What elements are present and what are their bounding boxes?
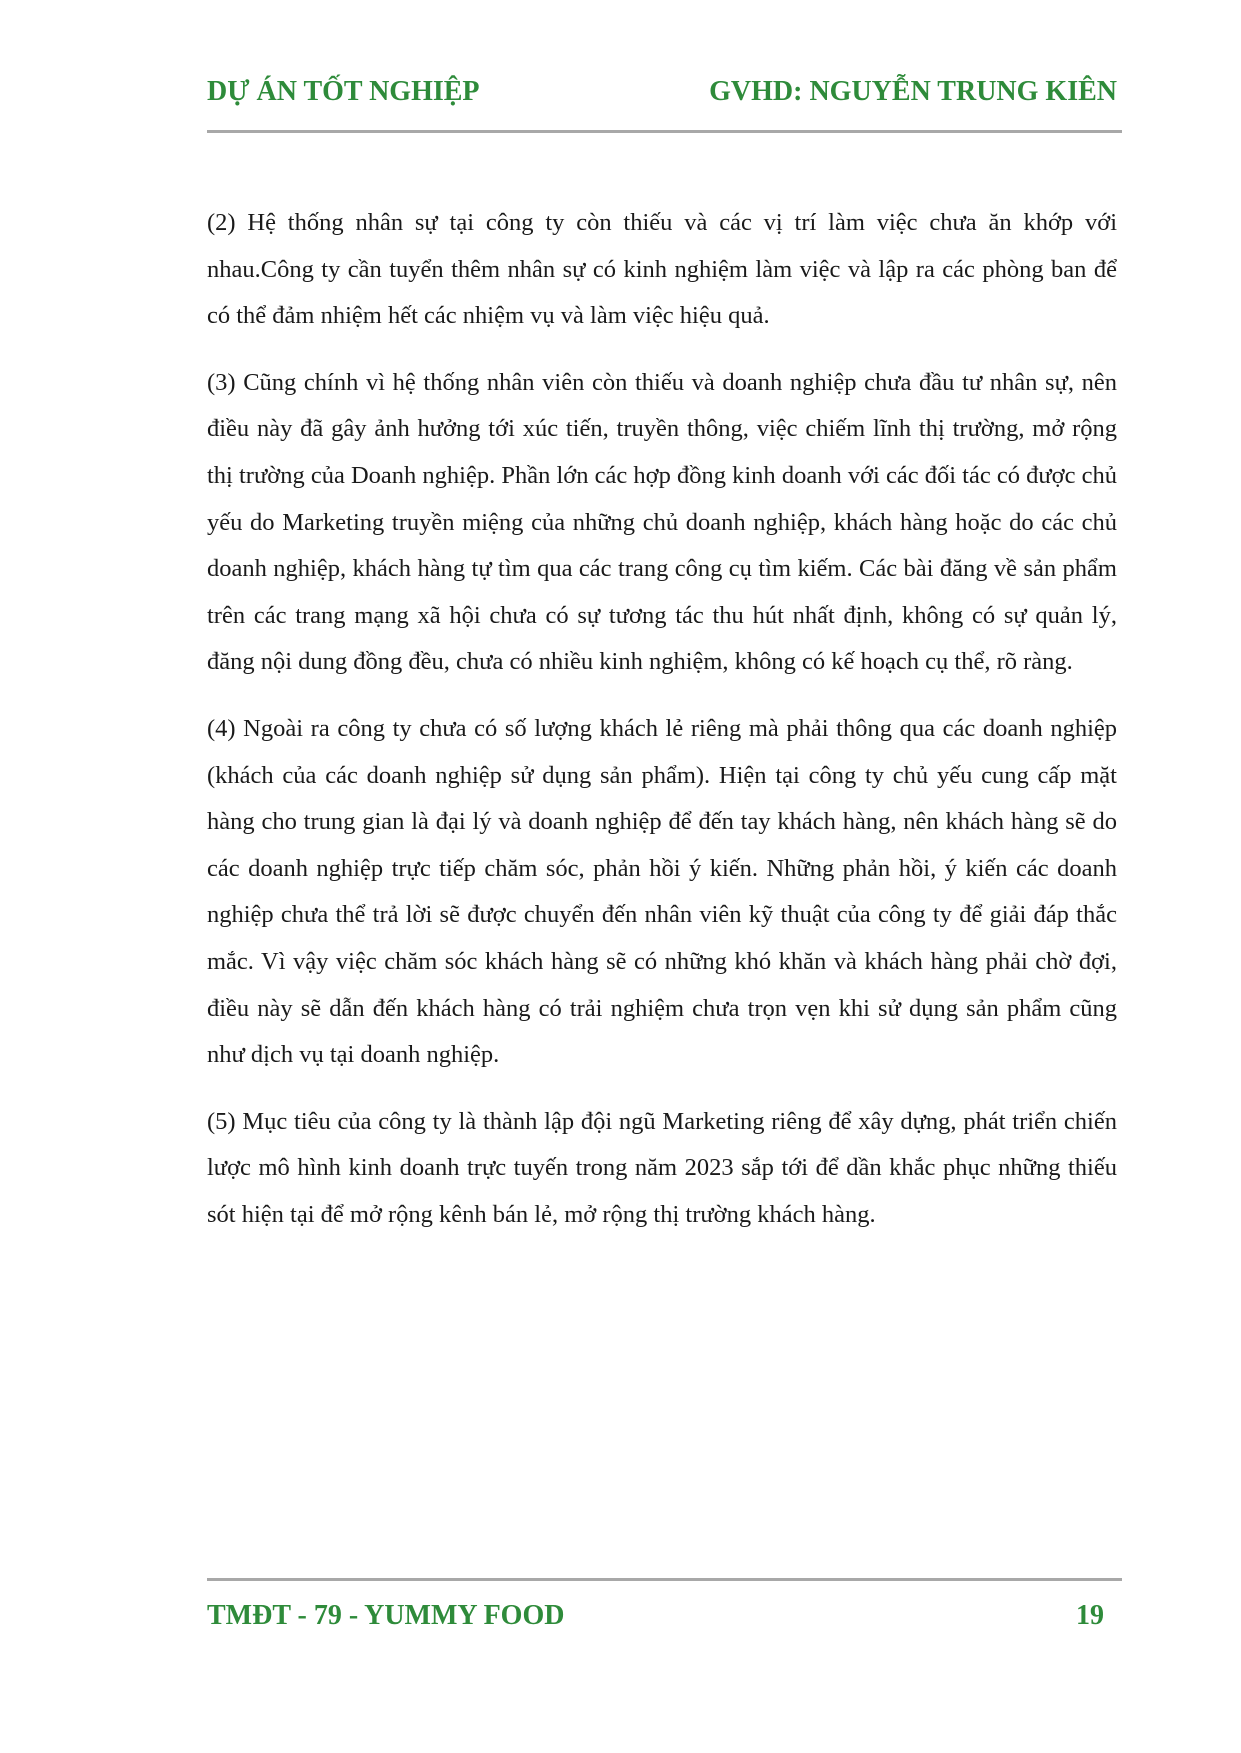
paragraph-4: (4) Ngoài ra công ty chưa có số lượng khách lẻ riêng mà phải thông qua các doanh nghiệp (khách của các doanh nghiệp sử dụng sản phẩm). Hiện tại công ty chủ yếu cung cấp mặt hàng cho trung gian là đại lý và doanh nghiệp để đến tay khách hàng, nên khách hàng sẽ do các doanh nghiệp trực tiếp chăm sóc, phản hồi ý kiến. Những phản hồi, ý kiến các doanh nghiệp chưa thể trả lời sẽ được chuyển đến nhân viên kỹ thuật của công ty để giải đáp thắc mắc. Vì vậy việc chăm sóc khách hàng sẽ có những khó khăn và khách hàng phải chờ đợi, điều này sẽ dẫn đến khách hàng có trải nghiệm chưa trọn vẹn khi sử dụng sản phẩm cũng như dịch vụ tại doanh nghiệp. xyxy=(207,714,1117,1069)
footer-project-name: TMĐT - 79 - YUMMY FOOD xyxy=(207,1600,565,1631)
paragraph-3: (3) Cũng chính vì hệ thống nhân viên còn thiếu và doanh nghiệp chưa đầu tư nhân sự, nên điều này đã gây ảnh hưởng tới xúc tiến, truyền thông, việc chiếm lĩnh thị trường, mở rộng thị trường của Doanh nghiệp. Phần lớn các hợp đồng kinh doanh với các đối tác có được chủ yếu do Marketing truyền miệng của những chủ doanh nghiệp, khách hàng hoặc do các chủ doanh nghiệp, khách hàng tự tìm qua các trang công cụ tìm kiếm. Các bài đăng về sản phẩm trên các trang mạng xã hội chưa có sự tương tác thu hút nhất định, không có sự quản lý, đăng nội dung đồng đều, chưa có nhiều kinh nghiệm, không có kế hoạch cụ thể, rõ ràng. xyxy=(207,368,1117,676)
page-footer xyxy=(207,1596,1104,1636)
paragraph-5: (5) Mục tiêu của công ty là thành lập đội ngũ Marketing riêng để xây dựng, phát triển chiến lược mô hình kinh doanh trực tuyến trong năm 2023 sắp tới để dần khắc phục những thiếu sót hiện tại để mở rộng kênh bán lẻ, mở rộng thị trường khách hàng. xyxy=(207,1107,1117,1228)
page-number: 19 xyxy=(1076,1600,1104,1631)
page-body xyxy=(207,200,1117,1258)
page-header xyxy=(207,72,1117,112)
paragraph-2: (2) Hệ thống nhân sự tại công ty còn thiếu và các vị trí làm việc chưa ăn khớp với nhau.Công ty cần tuyển thêm nhân sự có kinh nghiệm làm việc và lập ra các phòng ban để có thể đảm nhiệm hết các nhiệm vụ và làm việc hiệu quả. xyxy=(207,209,1117,330)
header-divider xyxy=(207,130,1122,133)
header-project-title: DỰ ÁN TỐT NGHIỆP xyxy=(207,76,480,107)
header-advisor: GVHD: NGUYỄN TRUNG KIÊN xyxy=(709,76,1117,107)
footer-divider xyxy=(207,1578,1122,1581)
